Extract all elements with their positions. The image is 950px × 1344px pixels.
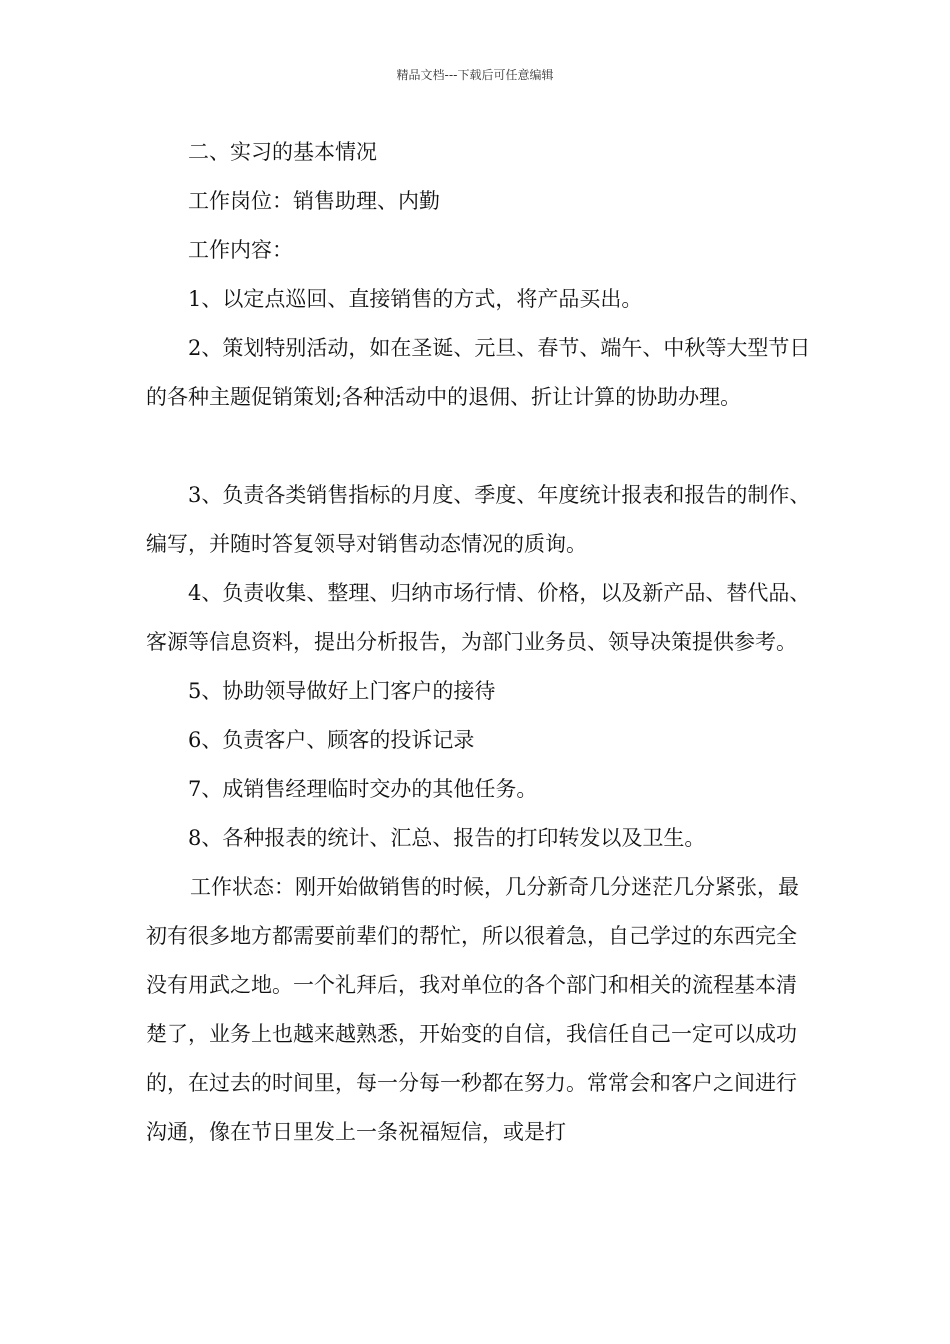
task-item-7: 7、成销售经理临时交办的其他任务。 [188,777,538,801]
page-header: 精品文档---下载后可任意编辑 [396,68,554,82]
section-heading: 二、实习的基本情况 [188,140,377,164]
task-item-8: 8、各种报表的统计、汇总、报告的打印转发以及卫生。 [188,826,706,850]
task-item-5: 5、协助领导做好上门客户的接待 [188,679,496,703]
work-status-paragraph: 工作状态：刚开始做销售的时候，几分新奇几分迷茫几分紧张，最初有很多地方都需要前辈们的帮忙，所以很着急，自己学过的东西完全没有用武之地。一个礼拜后，我对单位的各个部门和相关的流程基本清楚了，业务上也越来越熟悉，开始变的自信，我信任自己一定可以成功的，在过去的时间里，每一分每一秒都在努力。常常会和客户之间进行沟通，像在节日里发上一条祝福短信，或是打 [146,875,799,1144]
task-item-2: 2、策划特别活动，如在圣诞、元旦、春节、端午、中秋等大型节日的各种主题促销策划;各种活动中的退佣、折让计算的协助办理。 [146,336,811,409]
job-position: 工作岗位：销售助理、内勤 [188,189,440,213]
task-item-6: 6、负责客户、顾客的投诉记录 [188,728,475,752]
task-item-1: 1、以定点巡回、直接销售的方式，将产品买出。 [188,287,643,311]
job-content-label: 工作内容： [188,238,293,262]
task-item-3: 3、负责各类销售指标的月度、季度、年度统计报表和报告的制作、编写，并随时答复领导对销售动态情况的质询。 [146,483,811,556]
task-item-4: 4、负责收集、整理、归纳市场行情、价格，以及新产品、替代品、客源等信息资料，提出分析报告，为部门业务员、领导决策提供参考。 [146,581,811,654]
document-body [146,128,814,1157]
